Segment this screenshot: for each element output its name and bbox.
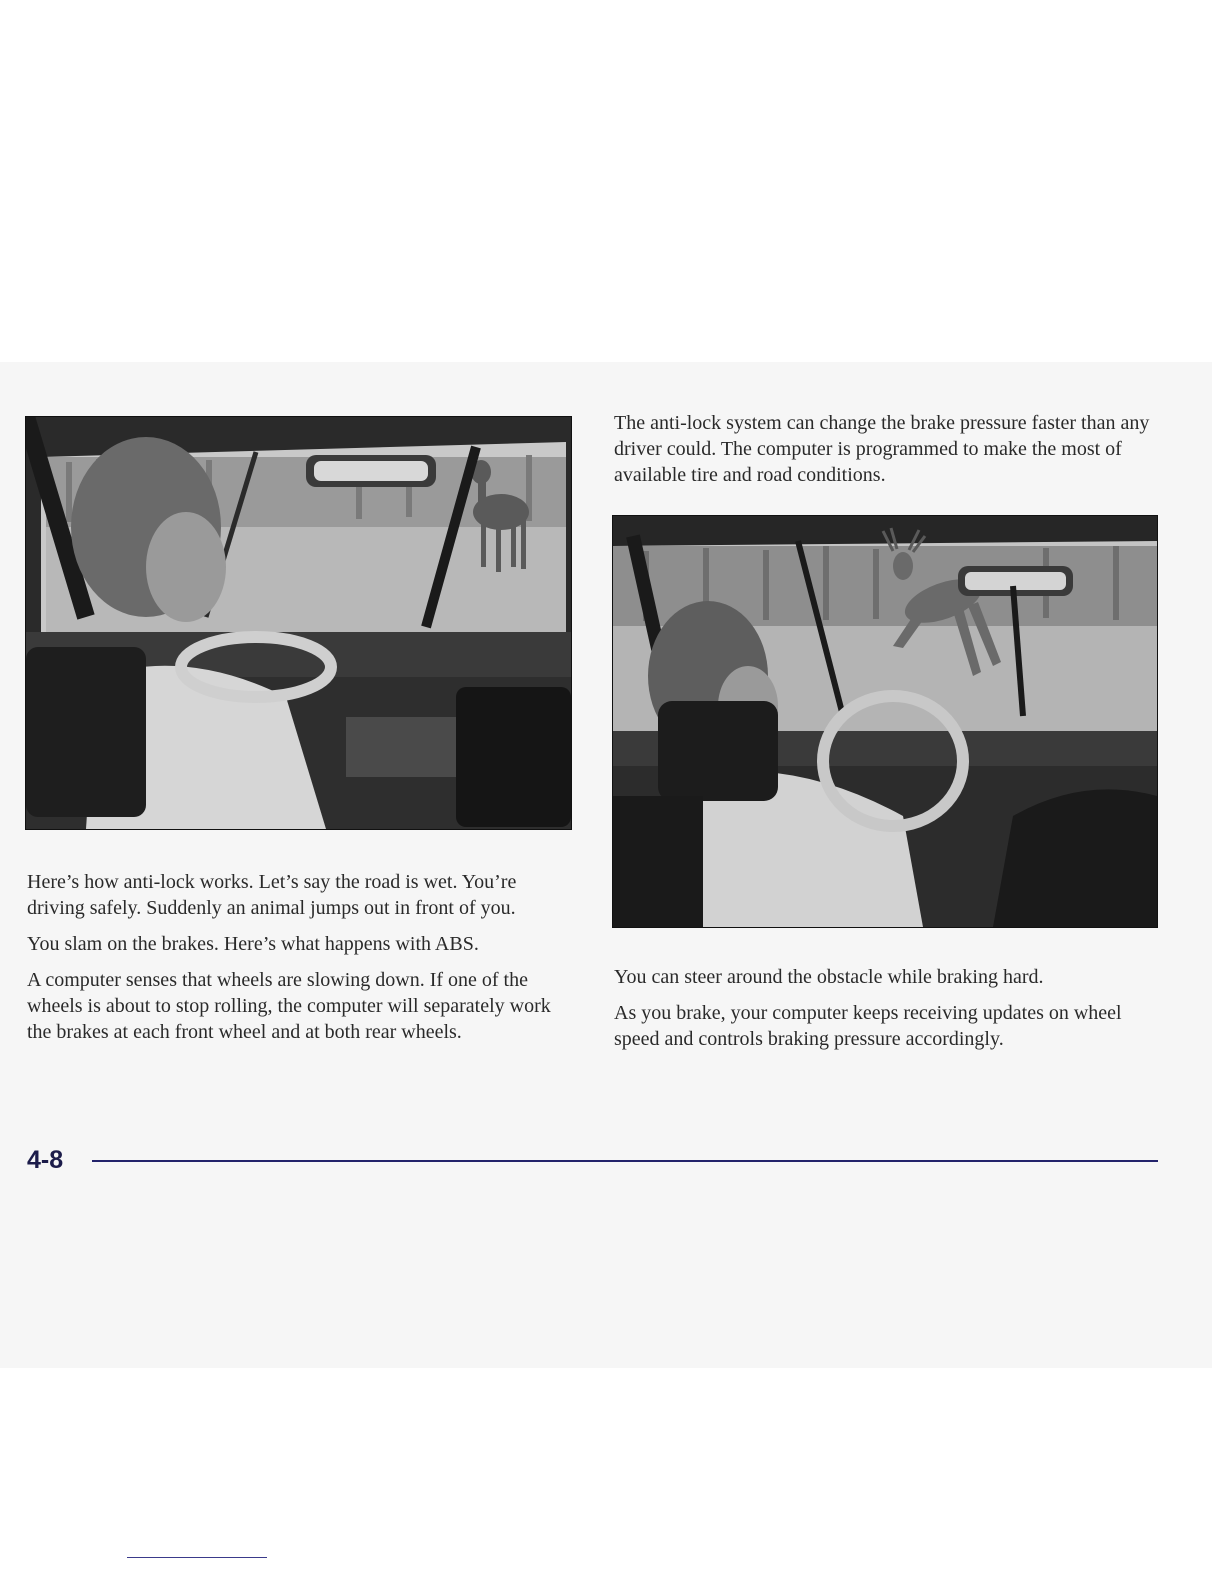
right-column-intro [614,410,1154,498]
paragraph: You can steer around the obstacle while braking hard. [614,966,1044,988]
paragraph: You slam on the brakes. Here’s what happens with ABS. [27,933,479,955]
footer-rule [92,1160,1158,1162]
bottom-stub-rule [127,1557,267,1558]
paragraph: As you brake, your computer keeps receiving updates on wheel speed and controls braking pressure accordingly. [614,1002,1122,1050]
paragraph: Here’s how anti-lock works. Let’s say the road is wet. You’re driving safely. Suddenly an animal jumps out in front of you. [27,871,517,919]
page-number: 4-8 [27,1146,64,1174]
left-column-text [27,869,572,1055]
illustration-deer-ahead [25,416,572,830]
paragraph: The anti-lock system can change the brake pressure faster than any driver could. The computer is programmed to make the most of available tire and road conditions. [614,412,1150,486]
right-column-text [614,964,1159,1062]
paragraph: A computer senses that wheels are slowing down. If one of the wheels is about to stop rolling, the computer will separately work the brakes at each front wheel and at both rear wheels. [27,969,551,1043]
illustration-deer-leaping [612,515,1158,928]
